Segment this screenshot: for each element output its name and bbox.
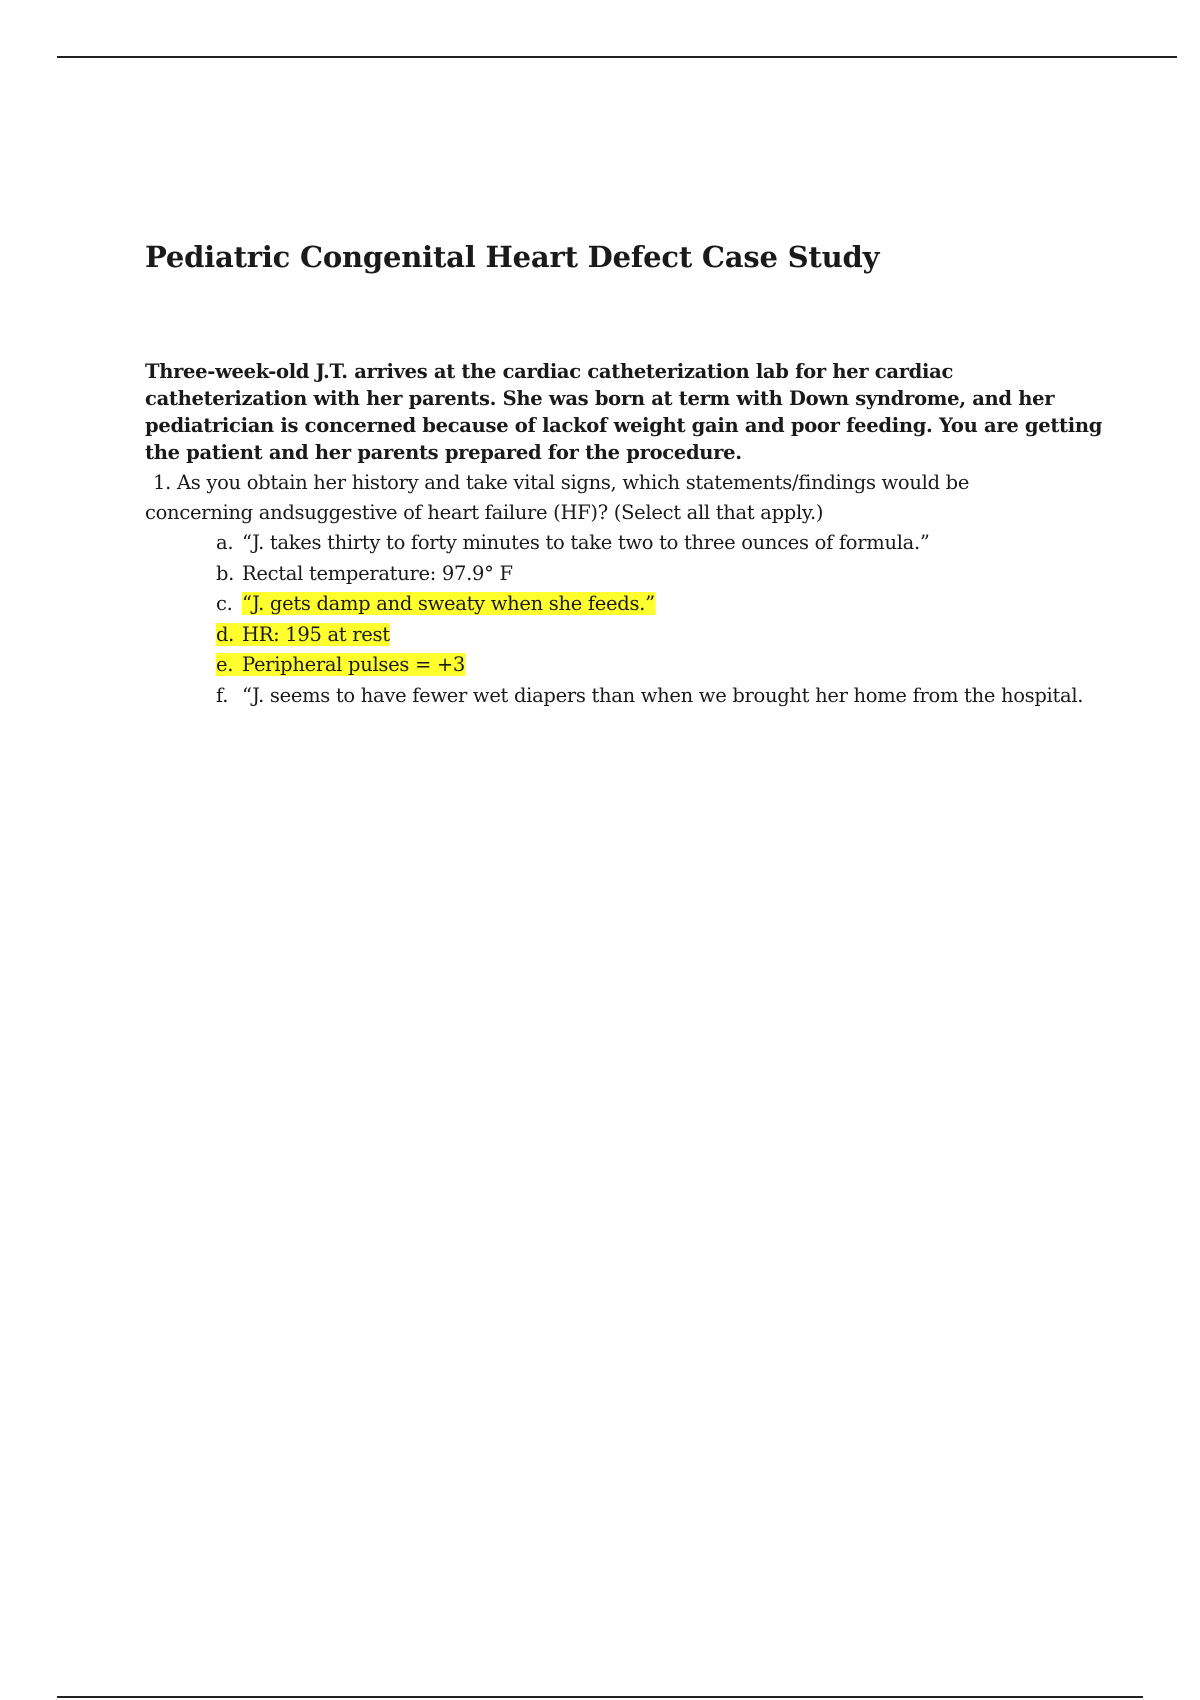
option-e bbox=[216, 650, 1083, 681]
option-text-highlighted: “J. gets damp and sweaty when she feeds.” bbox=[242, 592, 655, 615]
option-text: “J. seems to have fewer wet diapers than when we brought her home from the hospital. bbox=[242, 683, 1084, 707]
answer-options bbox=[216, 528, 1083, 711]
option-c bbox=[216, 589, 1083, 620]
option-f bbox=[216, 681, 1083, 712]
option-letter: e. bbox=[216, 653, 234, 676]
option-letter: d. bbox=[216, 622, 235, 646]
footer-rule bbox=[57, 1696, 1143, 1698]
option-d bbox=[216, 620, 1083, 651]
question-1 bbox=[145, 468, 1105, 528]
header-rule bbox=[57, 56, 1177, 58]
option-letter: f. bbox=[216, 683, 229, 707]
option-b bbox=[216, 559, 1083, 590]
option-highlighted-span bbox=[216, 653, 465, 676]
option-highlighted-span bbox=[216, 623, 390, 646]
option-letter: b. bbox=[216, 561, 235, 585]
question-text-line-1: As you obtain her history and take vital signs, which statements/findings would be bbox=[177, 471, 970, 494]
option-text: Rectal temperature: 97.9° F bbox=[242, 561, 513, 585]
case-intro-paragraph: Three-week-old J.T. arrives at the cardiac catheterization lab for her cardiac catheterization with her parents. She was born at term with Down syndrome, and her pediatrician is concerned because of lackof weight gain and poor feeding. You are getting the patient and her parents prepared for the procedure. bbox=[145, 360, 1103, 464]
option-text: HR: 195 at rest bbox=[242, 622, 390, 646]
question-text-line-2: concerning andsuggestive of heart failure (HF)? (Select all that apply.) bbox=[145, 501, 824, 524]
option-text: “J. takes thirty to forty minutes to take two to three ounces of formula.” bbox=[242, 531, 930, 554]
option-letter: c. bbox=[216, 592, 233, 615]
page-title: Pediatric Congenital Heart Defect Case Study bbox=[145, 240, 880, 274]
question-number: 1. bbox=[153, 471, 172, 494]
option-a bbox=[216, 528, 1083, 559]
option-text: Peripheral pulses = +3 bbox=[242, 653, 466, 676]
option-letter: a. bbox=[216, 531, 234, 554]
